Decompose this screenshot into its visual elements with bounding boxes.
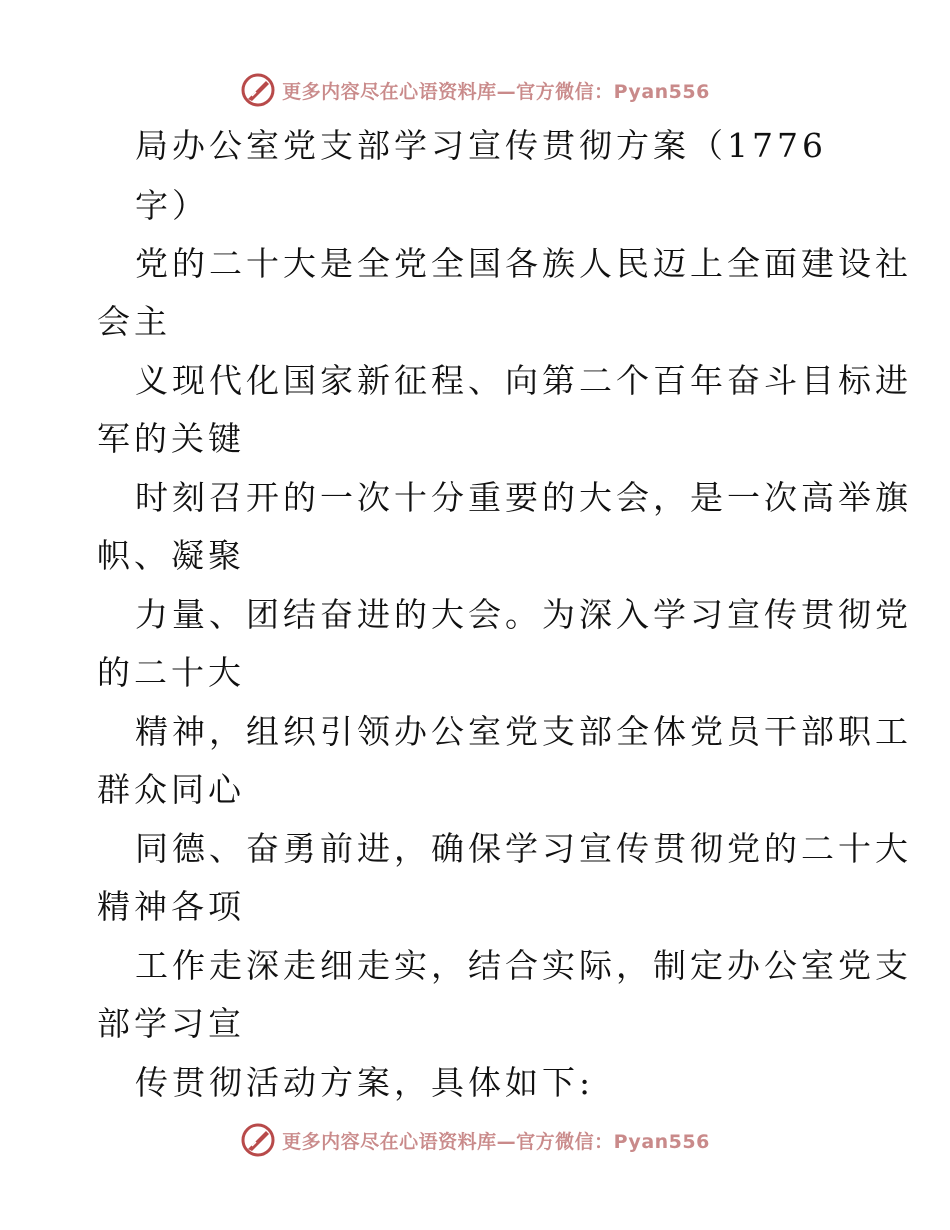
paragraph-line: 工作走深走细走实，结合实际，制定办公室党支 [135,946,912,985]
watermark-text: 更多内容尽在心语资料库—官方微信：Pyan556 [282,80,710,103]
paragraph-line: 的二十大 [97,653,245,692]
paragraph-line: 帜、凝聚 [97,536,245,575]
paragraph-line: 传贯彻活动方案，具体如下: [135,1063,595,1102]
header-watermark [0,70,950,110]
paragraph-line: 时刻召开的一次十分重要的大会，是一次高举旗 [135,478,912,517]
paragraph-line: 会主 [97,302,171,341]
watermark-text: 更多内容尽在心语资料库—官方微信：Pyan556 [282,1130,710,1153]
quill-pen-logo-icon [240,1122,276,1158]
footer-watermark [0,1120,950,1160]
document-title-line: 字） [135,186,209,225]
paragraph-line: 义现代化国家新征程、向第二个百年奋斗目标进 [135,361,912,400]
paragraph-line: 精神各项 [97,887,245,926]
paragraph-line: 精神，组织引领办公室党支部全体党员干部职工 [135,712,912,751]
paragraph-line: 党的二十大是全党全国各族人民迈上全面建设社 [135,244,912,283]
paragraph-line: 部学习宣 [97,1004,245,1043]
paragraph-line: 同德、奋勇前进，确保学习宣传贯彻党的二十大 [135,829,912,868]
paragraph-line: 力量、团结奋进的大会。为深入学习宣传贯彻党 [135,595,912,634]
document-title-line: 局办公室党支部学习宣传贯彻方案（1776 [135,126,827,165]
quill-pen-logo-icon [240,72,276,108]
paragraph-line: 军的关键 [97,419,245,458]
paragraph-line: 群众同心 [97,770,245,809]
